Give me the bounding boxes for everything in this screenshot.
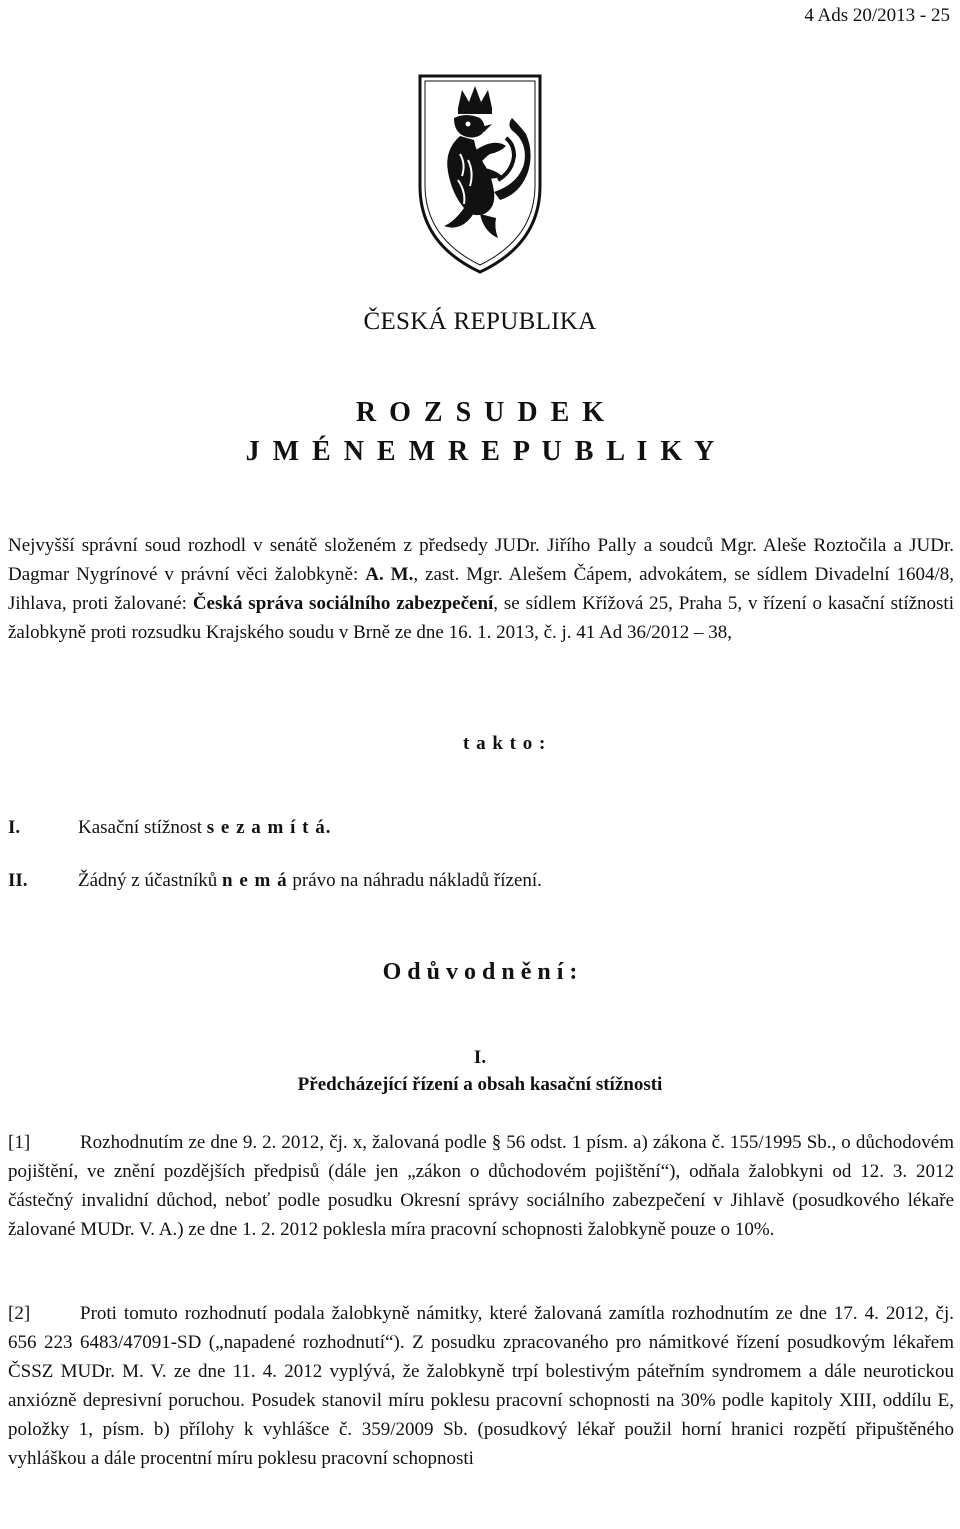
paragraph-number: [2] [8, 1303, 31, 1324]
intro-text-part3: , se sídlem Křížová 25, Praha 5, v řízení o kasační stížnosti žalobkyně proti rozsudku Krajského soudu v Brně ze dne 16. 1. 2013, č. j. 41 Ad 36/2012 – 38, [8, 593, 954, 643]
country-heading: ČESKÁ REPUBLIKA [363, 308, 597, 335]
verdict-number: II. [8, 870, 28, 891]
section-number: I. [473, 1047, 487, 1068]
verdict-text: Kasační stížnost [78, 817, 207, 838]
introduction-paragraph [8, 531, 954, 647]
paragraph [8, 1299, 954, 1473]
intro-text-part1: Nejvyšší správní soud rozhodl v senátě složeném z předsedy JUDr. Jiřího Pally a soudců Mgr. Aleše Roztočila a JUDr. Dagmar Nygrínové v právní věci žalobkyně: [8, 535, 954, 585]
judgment-title: R O Z S U D E K [355, 397, 605, 428]
verdict-text-end: právo na náhradu nákladů řízení. [287, 870, 542, 891]
intro-text-part2: , zast. Mgr. Alešem Čápem, advokátem, se sídlem Divadelní 1604/8, Jihlava, proti žalované: [8, 564, 955, 614]
decision-heading: t a k t o : [463, 733, 547, 754]
paragraph-number: [1] [8, 1132, 31, 1153]
reasoning-heading: O d ů v o d n ě n í : [382, 959, 578, 985]
defendant-name: Česká správa sociálního zabezpečení [192, 593, 494, 614]
paragraph-text: Rozhodnutím ze dne 9. 2. 2012, čj. x, žalovaná podle § 56 odst. 1 písm. a) zákona č. 155/1995 Sb., o důchodovém pojištění, ve znění pozdějších předpisů (dále jen „zákon o důchodovém pojištění“), odňala žalobkyni od 12. 3. 2012 částečný invalidní důchod, neboť podle posudku Okresní správy sociálního zabezpečení v Jihlavě (posudkového lékaře žalované MUDr. V. A.) ze dne 1. 2. 2012 poklesla míra pracovní schopnosti žalobkyně pouze o 10%. [8, 1132, 954, 1240]
paragraph-text: Proti tomuto rozhodnutí podala žalobkyně námitky, které žalovaná zamítla rozhodnutím ze dne 17. 4. 2012, čj. 656 223 6483/47091-SD („napadené rozhodnutí“). Z posudku zpracovaného pro námitkové řízení posudkovým lékařem ČSSZ MUDr. M. V. ze dne 11. 4. 2012 vyplývá, že žalobkyně trpí bolestivým páteřním syndromem a dále neurotickou anxiózně depresivní poruchou. Posudek stanovil míru poklesu pracovní schopnosti na 30% podle kapitoly XIII, oddílu E, položky 1, písm. b) přílohy k vyhlášce č. 359/2009 Sb. (posudkový lékař použil horní hranici rozpětí připuštěného vyhláškou a dále procentní míru poklesu pracovní schopnosti [8, 1303, 954, 1469]
verdict-emphasis: n e m á [222, 870, 288, 891]
czech-coat-of-arms-lion-icon [414, 68, 546, 278]
plaintiff-name: A. M. [365, 564, 414, 585]
judgment-subtitle: J M É N E M R E P U B L I K Y [245, 436, 715, 467]
section-title: Předcházející řízení a obsah kasační stížnosti [297, 1074, 663, 1095]
verdict-emphasis: s e z a m í t á. [206, 817, 332, 838]
verdict-number: I. [8, 817, 21, 838]
case-reference: 4 Ads 20/2013 - 25 [804, 5, 950, 26]
verdict-text: Žádný z účastníků [78, 870, 223, 891]
paragraph [8, 1128, 954, 1244]
